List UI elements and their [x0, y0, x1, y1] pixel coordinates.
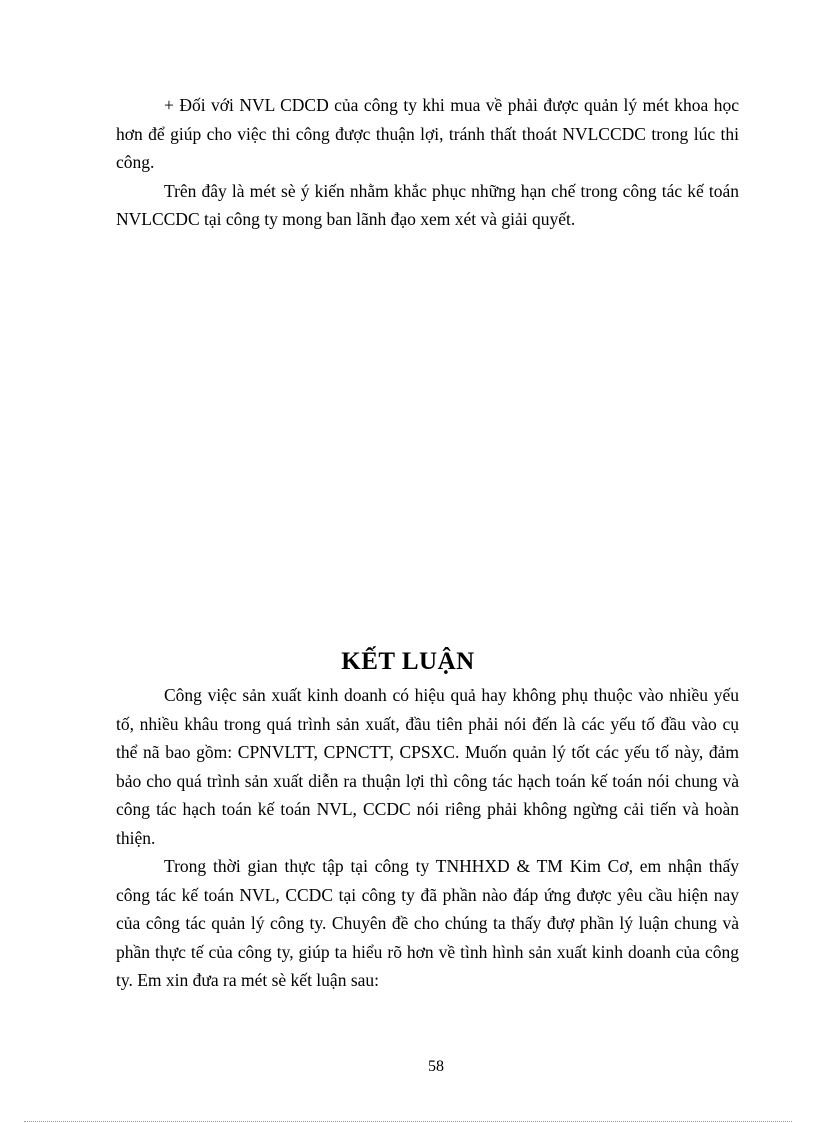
page-number: 58	[428, 1058, 444, 1075]
paragraph-conclusion-intro: Công việc sản xuất kinh doanh có hiệu quả hay không phụ thuộc vào nhiều yếu tố, nhiều khâu trong quá trình sản xuất, đầu tiên phải nói đến là các yếu tố đầu vào cụ thể nã bao gồm: CPNVLTT, CPNCTT, CPSXC. Muốn quản lý tốt các yếu tố này, đảm bảo cho quá trình sản xuất diễn ra thuận lợi thì công tác hạch toán kế toán nói chung và công tác hạch toán kế toán NVL, CCDC nói riêng phải không ngừng cải tiến và hoàn thiện.	[116, 685, 739, 848]
paragraph-conclusion-internship: Trong thời gian thực tập tại công ty TNHHXD & TM Kim Cơ, em nhận thấy công tác kế toán NVL, CCDC tại công ty đã phần nào đáp ứng được yêu cầu hiện nay của công tác quản lý công ty. Chuyên đề cho chúng ta thấy đượ phần lý luận chung và phần thực tế của công ty, giúp ta hiểu rõ hơn về tình hình sản xuất kinh doanh của công ty. Em xin đưa ra mét sè kết luận sau:	[116, 856, 739, 990]
paragraph-material-management: + Đối với NVL CDCD của công ty khi mua về phải được quản lý mét khoa học hơn để giúp cho việc thi công được thuận lợi, tránh thất thoát NVLCCDC trong lúc thi công.	[116, 95, 739, 172]
paragraph-closing-remarks: Trên đây là mét sè ý kiến nhằm khắc phục những hạn chế trong công tác kế toán NVLCCDC tại công ty mong ban lãnh đạo xem xét và giải quyết.	[116, 180, 739, 229]
recommendations-section	[116, 91, 739, 234]
conclusion-section	[116, 681, 739, 995]
footer-divider	[24, 1121, 792, 1122]
conclusion-heading: KẾT LUẬN	[341, 648, 475, 675]
